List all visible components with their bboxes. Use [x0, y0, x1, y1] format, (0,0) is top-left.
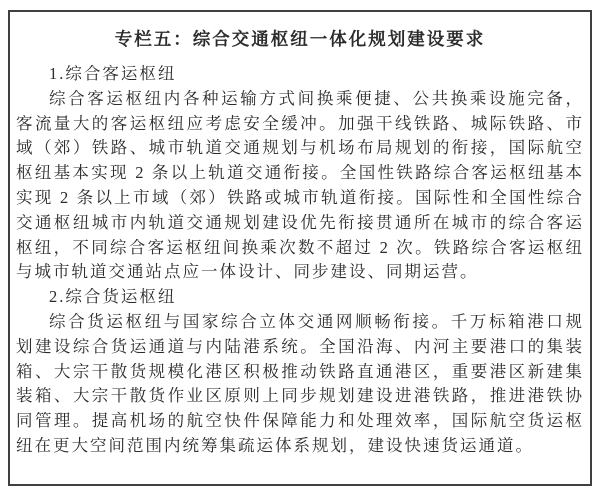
- section-passenger-hub-paragraph: 综合客运枢纽内各种运输方式间换乘便捷、公共换乘设施完备，客流量大的客运枢纽应考虑安全缓冲。加强干线铁路、城际铁路、市域（郊）铁路、城市轨道交通规划与机场布局规划的衔接，国际航空枢纽基本实现 2 条以上轨道交通衔接。全国性铁路综合客运枢纽基本实现 2 条以上市域（郊）铁路或城市轨道衔接。国际性和全国性综合交通枢纽城市内轨道交通规划建设优先衔接贯通所在城市的综合客运枢纽，不同综合客运枢纽间换乘次数不超过 2 次。铁路综合客运枢纽与城市轨道交通站点应一体设计、同步建设、同期运营。: [16, 88, 584, 282]
- section-freight-hub-heading: 2.综合货运枢纽: [49, 287, 177, 307]
- section-freight-hub-paragraph: 综合货运枢纽与国家综合立体交通网顺畅衔接。千万标箱港口规划建设综合货运通道与内陆港系统。全国沿海、内河主要港口的集装箱、大宗干散货规模化港区积极推动铁路直通港区，重要港区新建集装箱、大宗干散货作业区原则上同步规划建设进港铁路，推进港铁协同管理。提高机场的航空快件保障能力和处理效率，国际航空货运枢纽在更大空间范围内统筹集疏运体系规划，建设快速货运通道。: [16, 311, 584, 455]
- panel-title: 专栏五：综合交通枢纽一体化规划建设要求: [114, 29, 486, 49]
- section-passenger-hub-heading: 1.综合客运枢纽: [49, 64, 177, 83]
- section-freight-hub: [16, 285, 584, 459]
- column-five-panel: [8, 10, 592, 486]
- section-passenger-hub: [16, 62, 584, 285]
